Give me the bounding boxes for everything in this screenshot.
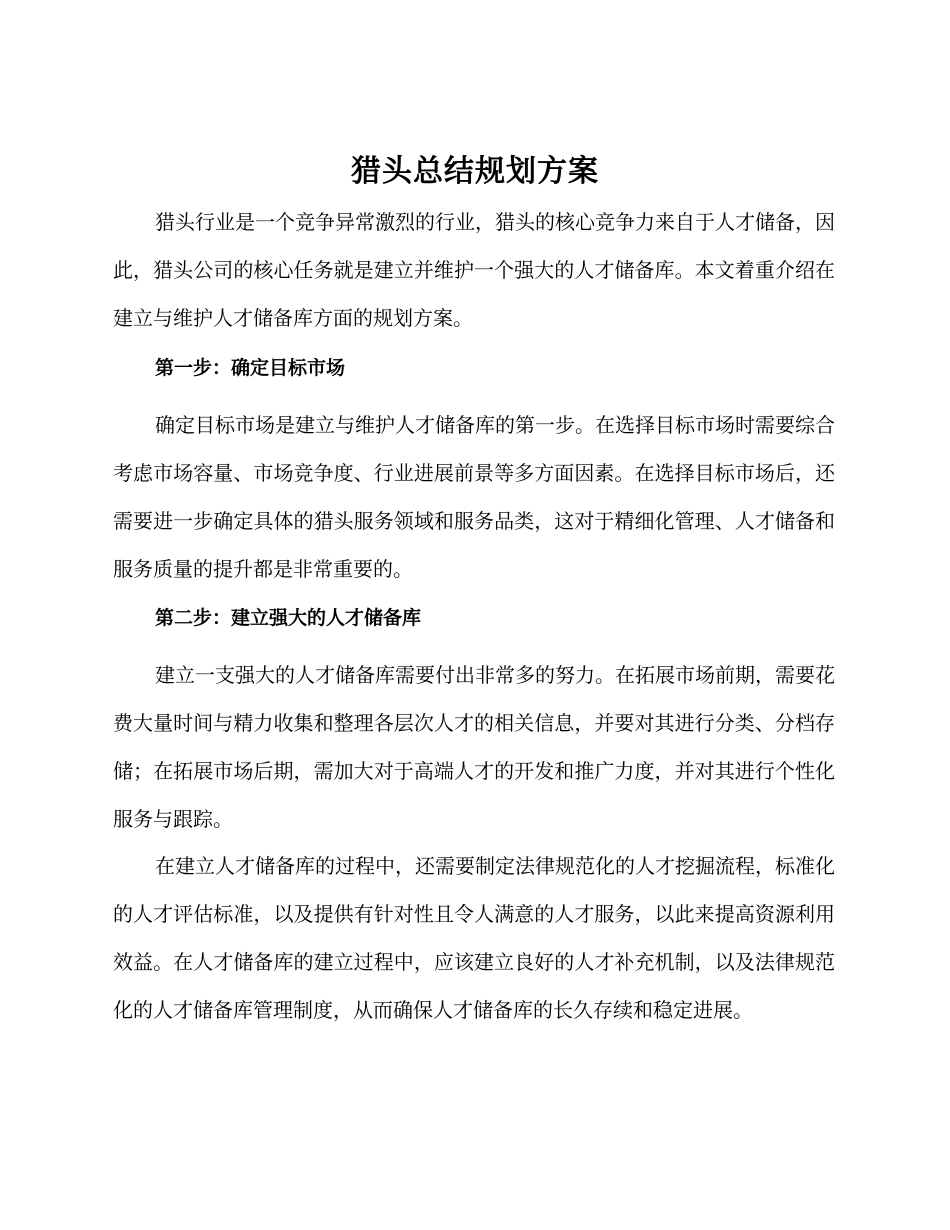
- step1-paragraph: 确定目标市场是建立与维护人才储备库的第一步。在选择目标市场时需要综合考虑市场容量、市场竞争度、行业进展前景等多方面因素。在选择目标市场后，还需要进一步确定具体的猎头服务领域和服务品类，这对于精细化管理、人才储备和服务质量的提升都是非常重要的。: [113, 413, 835, 581]
- step2-paragraph-1: 建立一支强大的人才储备库需要付出非常多的努力。在拓展市场前期，需要花费大量时间与精力收集和整理各层次人才的相关信息，并要对其进行分类、分档存储；在拓展市场后期，需加大对于高端人才的开发和推广力度，并对其进行个性化服务与跟踪。: [113, 663, 835, 831]
- intro-paragraph: 猎头行业是一个竞争异常激烈的行业，猎头的核心竞争力来自于人才储备，因此，猎头公司的核心任务就是建立并维护一个强大的人才储备库。本文着重介绍在建立与维护人才储备库方面的规划方案。: [113, 210, 835, 330]
- document-title: 猎头总结规划方案: [351, 154, 599, 189]
- step2-heading: 第二步：建立强大的人才储备库: [155, 607, 422, 629]
- step2-paragraph-2: 在建立人才储备库的过程中，还需要制定法律规范化的人才挖掘流程，标准化的人才评估标准，以及提供有针对性且令人满意的人才服务，以此来提高资源利用效益。在人才储备库的建立过程中，应该建立良好的人才补充机制，以及法律规范化的人才储备库管理制度，从而确保人才储备库的长久存续和稳定进展。: [113, 854, 835, 1022]
- step1-heading: 第一步：确定目标市场: [155, 357, 346, 379]
